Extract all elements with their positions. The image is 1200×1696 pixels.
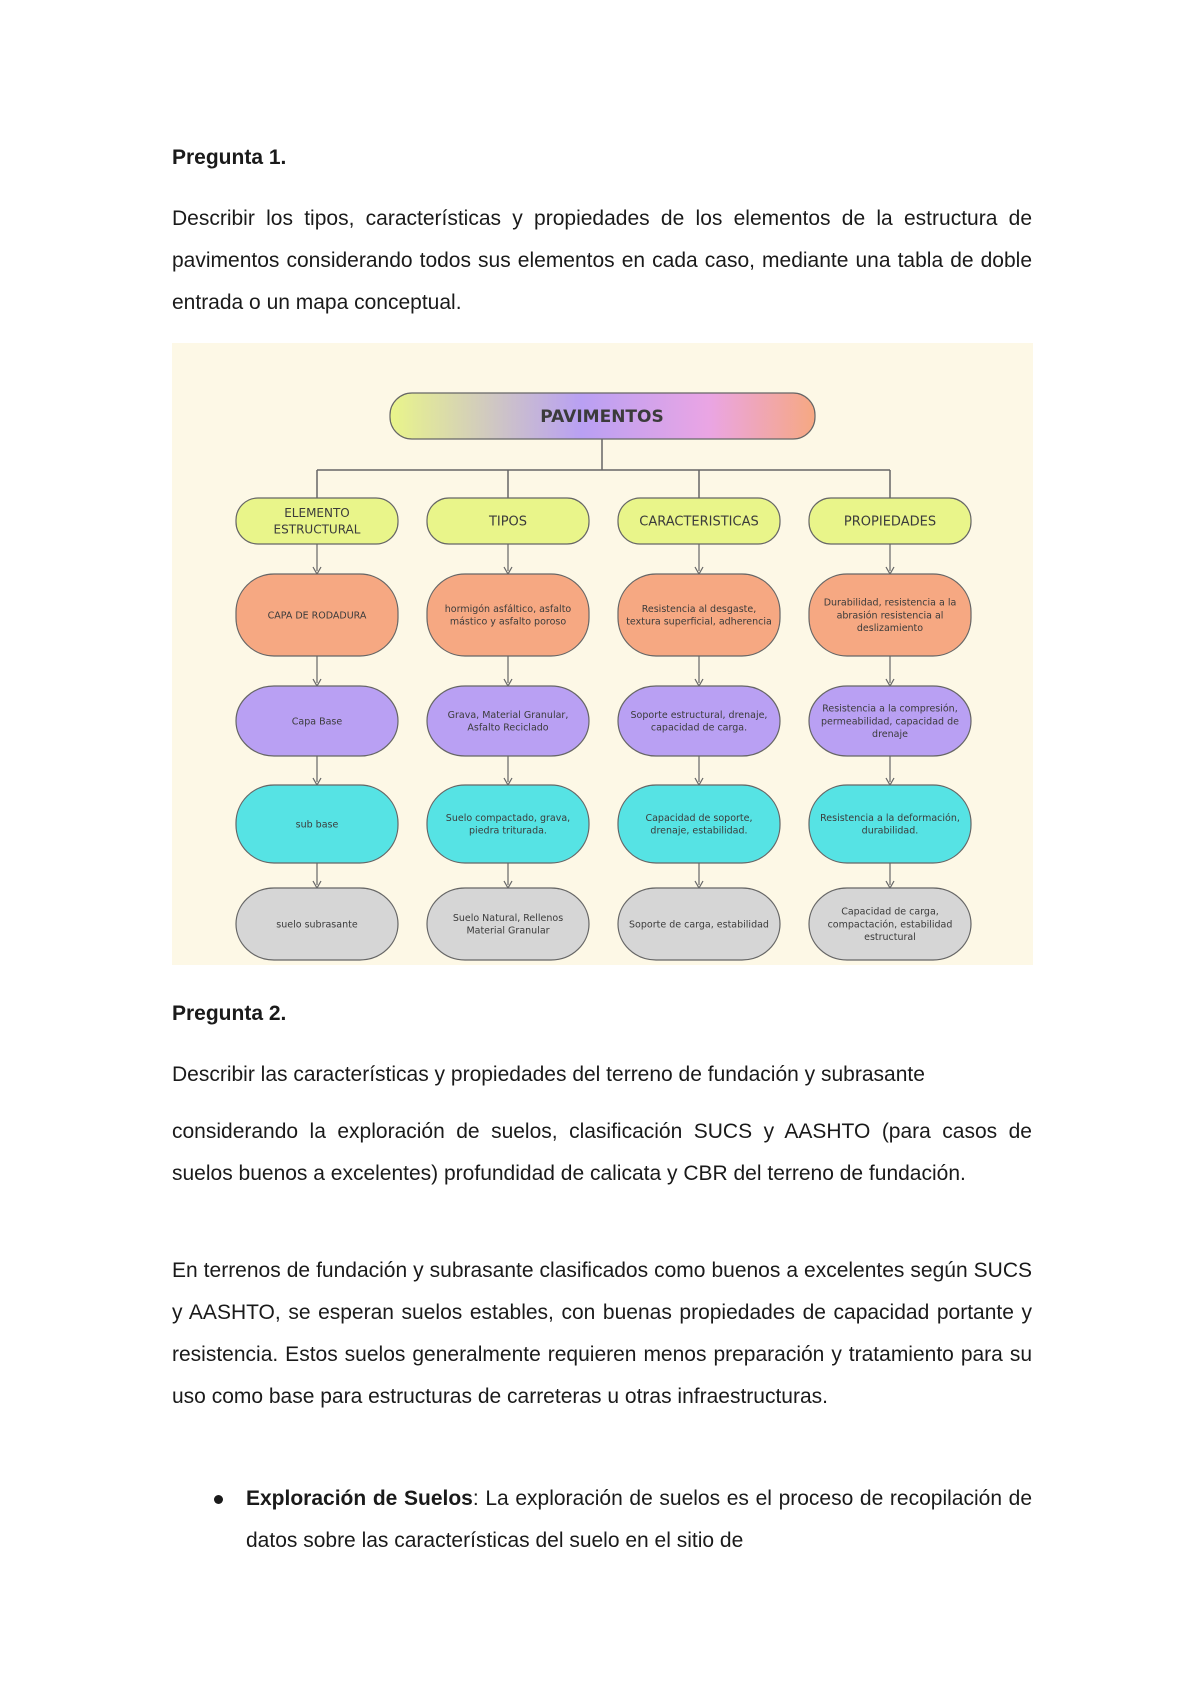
column-header-text: ELEMENTO bbox=[284, 506, 350, 521]
concept-node-text: CAPA DE RODADURA bbox=[267, 610, 367, 622]
concept-node-text: Resistencia a la deformación, bbox=[820, 812, 960, 824]
title-text: PAVIMENTOS bbox=[540, 406, 664, 427]
concept-node-text: Material Granular bbox=[466, 925, 550, 937]
concept-node-text: Soporte de carga, estabilidad bbox=[629, 919, 769, 931]
concept-node-text: durabilidad. bbox=[861, 825, 919, 837]
concept-node-text: Suelo Natural, Rellenos bbox=[452, 912, 564, 924]
column-header-node bbox=[236, 498, 398, 544]
concept-node-text: Soporte estructural, drenaje, bbox=[630, 709, 768, 721]
concept-map-svg bbox=[172, 343, 1033, 965]
concept-node-text: abrasión resistencia al bbox=[836, 610, 944, 622]
concept-node bbox=[427, 686, 589, 756]
concept-node bbox=[809, 785, 971, 863]
concept-node-text: Grava, Material Granular, bbox=[447, 709, 569, 721]
concept-node bbox=[618, 686, 780, 756]
concept-map bbox=[172, 343, 1033, 965]
concept-node-text: Suelo compactado, grava, bbox=[445, 812, 571, 824]
column-header-text: PROPIEDADES bbox=[843, 514, 937, 530]
concept-node-text: permeabilidad, capacidad de bbox=[821, 716, 959, 728]
soil-paragraph: En terrenos de fundación y subrasante clasificados como buenos a excelentes según SUCS y AASHTO, se esperan suelos estables, con buenas propiedades de capacidad portante y resistencia. Estos suelos generalmente requieren menos preparación y tratamiento para su uso como base para estructuras de carreteras u otras infraestructuras. bbox=[172, 1259, 1032, 1408]
question-1-text: Describir los tipos, características y propiedades de los elementos de la estructura de pavimentos considerando todos sus elementos en cada caso, mediante una tabla de doble entrada o un mapa conceptual. bbox=[172, 207, 1032, 314]
concept-node bbox=[427, 785, 589, 863]
concept-node bbox=[427, 574, 589, 656]
concept-node-text: Resistencia al desgaste, bbox=[641, 603, 757, 615]
concept-node-text: sub base bbox=[295, 819, 339, 831]
concept-node bbox=[618, 574, 780, 656]
concept-node-text: drenaje, estabilidad. bbox=[650, 825, 748, 837]
concept-node-text: mástico y asfalto poroso bbox=[449, 616, 567, 628]
concept-node-text: hormigón asfáltico, asfalto bbox=[444, 603, 572, 615]
concept-node-text: drenaje bbox=[872, 729, 908, 741]
question-2-heading: Pregunta 2. bbox=[172, 1002, 287, 1025]
concept-node-text: Capacidad de soporte, bbox=[645, 812, 753, 824]
concept-node-text: Resistencia a la compresión, bbox=[822, 703, 958, 715]
column-header-text: CARACTERISTICAS bbox=[639, 514, 759, 530]
bullet-text: : La exploración de suelos es el proceso de recopilación de datos sobre las características del suelo en el sitio de bbox=[246, 1487, 1032, 1552]
question-1-heading: Pregunta 1. bbox=[172, 146, 287, 169]
concept-node bbox=[618, 785, 780, 863]
concept-node-text: Capa Base bbox=[291, 716, 343, 728]
concept-node-text: estructural bbox=[864, 932, 916, 944]
concept-node-text: suelo subrasante bbox=[276, 919, 358, 931]
column-header-text: ESTRUCTURAL bbox=[273, 522, 361, 537]
question-2-line: Describir las características y propiedades del terreno de fundación y subrasante bbox=[172, 1063, 925, 1086]
question-2-text: considerando la exploración de suelos, clasificación SUCS y AASHTO (para casos de suelos buenos a excelentes) profundidad de calicata y CBR del terreno de fundación. bbox=[172, 1120, 1032, 1185]
concept-node-text: Capacidad de carga, bbox=[841, 906, 939, 918]
concept-node-text: deslizamiento bbox=[856, 623, 924, 635]
concept-node-text: piedra triturada. bbox=[469, 825, 547, 837]
concept-node-text: Asfalto Reciclado bbox=[467, 722, 549, 734]
column-header-text: TIPOS bbox=[488, 514, 528, 530]
bullet-term: Exploración de Suelos bbox=[246, 1487, 473, 1510]
concept-node-text: compactación, estabilidad bbox=[827, 919, 953, 931]
concept-node-text: capacidad de carga. bbox=[650, 722, 748, 734]
bullet-list bbox=[172, 1478, 1032, 1562]
concept-node-text: Durabilidad, resistencia a la bbox=[823, 597, 957, 609]
concept-node-text: textura superficial, adherencia bbox=[626, 616, 772, 628]
concept-node bbox=[427, 888, 589, 960]
bullet-icon bbox=[214, 1495, 223, 1504]
list-item bbox=[172, 1478, 1032, 1562]
